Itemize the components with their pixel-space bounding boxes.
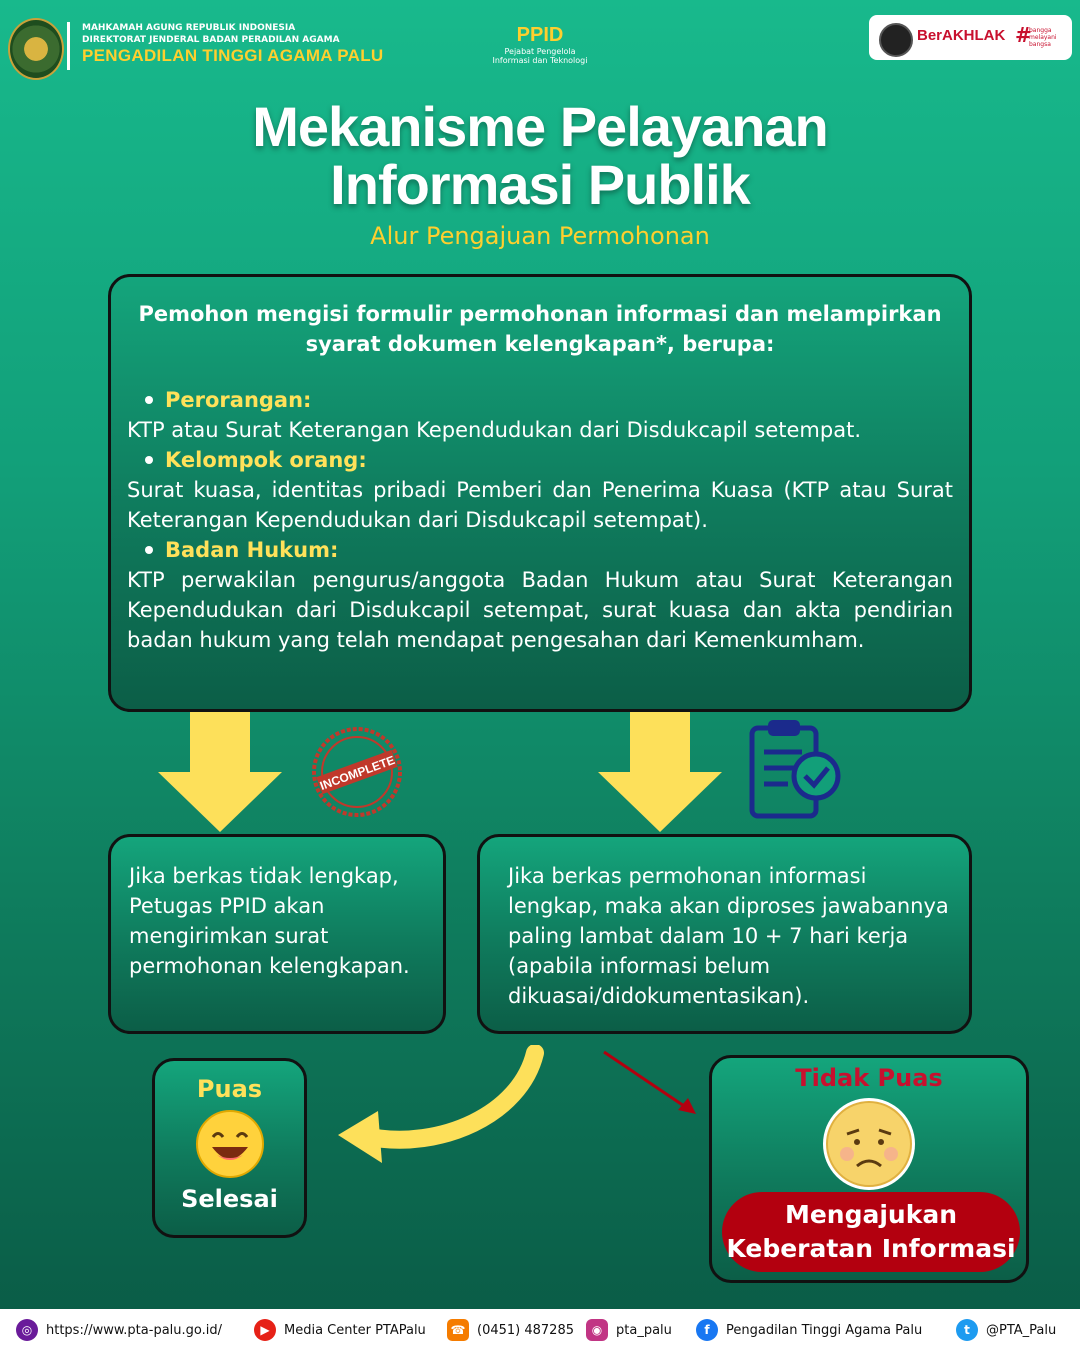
ppid-sub-2: Informasi dan Teknologi (492, 56, 588, 65)
footer-phone-text: (0451) 487285 (477, 1322, 574, 1338)
smile-emoji-icon (195, 1109, 265, 1179)
category-perorangan-desc: KTP atau Surat Keterangan Kependudukan dari Disdukcapil setempat. (127, 418, 861, 442)
title-line-2: Informasi Publik (330, 153, 750, 216)
category-badan-hukum: Badan Hukum: (165, 535, 953, 565)
complete-file-box (477, 834, 972, 1034)
bangga-line-3: bangsa (1029, 41, 1051, 48)
footer-phone[interactable] (447, 1319, 574, 1341)
incomplete-file-box (108, 834, 446, 1034)
footer-youtube-text: Media Center PTAPalu (284, 1322, 426, 1338)
ppid-sub-1: Pejabat Pengelola (504, 47, 576, 56)
sad-emoji-icon (821, 1096, 917, 1192)
facebook-icon: f (696, 1319, 718, 1341)
requirements-intro: Pemohon mengisi formulir permohonan informasi dan melampirkan syarat dokumen kelengkapan*, berupa: (138, 302, 942, 356)
header-divider (67, 22, 70, 70)
puas-label: Puas (196, 1075, 263, 1103)
ppid-logo (470, 24, 610, 65)
keberatan-line-1: Mengajukan (784, 1200, 958, 1229)
clipboard-check-icon (748, 716, 842, 822)
berakhlak-badge (869, 15, 1072, 60)
incomplete-file-text: Jika berkas tidak lengkap, Petugas PPID akan mengirimkan surat permohonan kelengkapan. (129, 864, 410, 978)
berakhlak-text: BerAKHLAK (917, 27, 1006, 44)
tidak-puas-box (709, 1055, 1029, 1283)
footer-bar (0, 1309, 1080, 1350)
footer-website[interactable] (16, 1319, 222, 1341)
org-line-2: DIREKTORAT JENDERAL BADAN PERADILAN AGAMA (82, 35, 340, 45)
mahkamah-agung-emblem-icon (8, 18, 64, 80)
arrow-down-right-icon (598, 712, 722, 834)
curved-arrow-left-icon (330, 1045, 545, 1175)
org-line-1: MAHKAMAH AGUNG REPUBLIK INDONESIA (82, 23, 296, 33)
bangga-melayani-tag (1029, 27, 1057, 48)
footer-youtube[interactable] (254, 1319, 426, 1341)
instagram-icon: ◉ (586, 1319, 608, 1341)
stamp-text: INCOMPLETE (317, 752, 397, 793)
category-kelompok-desc: Surat kuasa, identitas pribadi Pemberi dan Penerima Kuasa (KTP atau Surat Keterangan Kependudukan dari Disdukcapil setempat). (127, 478, 953, 532)
keberatan-button (722, 1192, 1020, 1272)
title-line-1: Mekanisme Pelayanan (252, 95, 828, 158)
hashtag-icon: # (1015, 23, 1032, 47)
selesai-label: Selesai (181, 1185, 278, 1213)
footer-website-text: https://www.pta-palu.go.id/ (46, 1322, 222, 1338)
globe-icon: ◎ (16, 1319, 38, 1341)
requirements-box (108, 274, 972, 712)
footer-instagram[interactable] (586, 1319, 672, 1341)
youtube-icon: ▶ (254, 1319, 276, 1341)
footer-instagram-text: pta_palu (616, 1322, 672, 1338)
category-perorangan: Perorangan: (165, 385, 953, 415)
bangga-line-2: melayani (1029, 34, 1057, 41)
arrow-down-left-icon (158, 712, 282, 834)
puas-box (152, 1058, 307, 1238)
footer-twitter[interactable] (956, 1319, 1056, 1341)
footer-twitter-text: @PTA_Palu (986, 1322, 1057, 1338)
category-kelompok: Kelompok orang: (165, 445, 953, 475)
twitter-icon: t (956, 1319, 978, 1341)
complete-file-text: Jika berkas permohonan informasi lengkap, maka akan diproses jawabannya paling lambat dalam 10 + 7 hari kerja (apabila informasi belum dikuasai/didokumentasikan). (508, 864, 949, 1008)
incomplete-stamp-icon (311, 726, 403, 818)
page-title (0, 95, 1080, 216)
tidak-puas-label: Tidak Puas (795, 1064, 943, 1092)
red-arrow-right-icon (600, 1048, 700, 1118)
category-badan-hukum-desc: KTP perwakilan pengurus/anggota Badan Hukum atau Surat Keterangan Kependudukan dari Disdukcapil setempat, surat kuasa dan akta pendirian badan hukum yang telah mendapat pengesahan dari Kemenkumham. (127, 568, 953, 652)
ppid-title: PPID (516, 24, 564, 46)
berakhlak-emblem-icon (879, 23, 913, 57)
footer-facebook-text: Pengadilan Tinggi Agama Palu (726, 1322, 923, 1338)
keberatan-line-2: Keberatan Informasi (726, 1234, 1016, 1263)
page-subtitle: Alur Pengajuan Permohonan (370, 222, 710, 250)
phone-icon: ☎ (447, 1319, 469, 1341)
org-main-name: PENGADILAN TINGGI AGAMA PALU (82, 46, 384, 65)
bangga-line-1: bangga (1029, 27, 1052, 34)
footer-facebook[interactable] (696, 1319, 922, 1341)
